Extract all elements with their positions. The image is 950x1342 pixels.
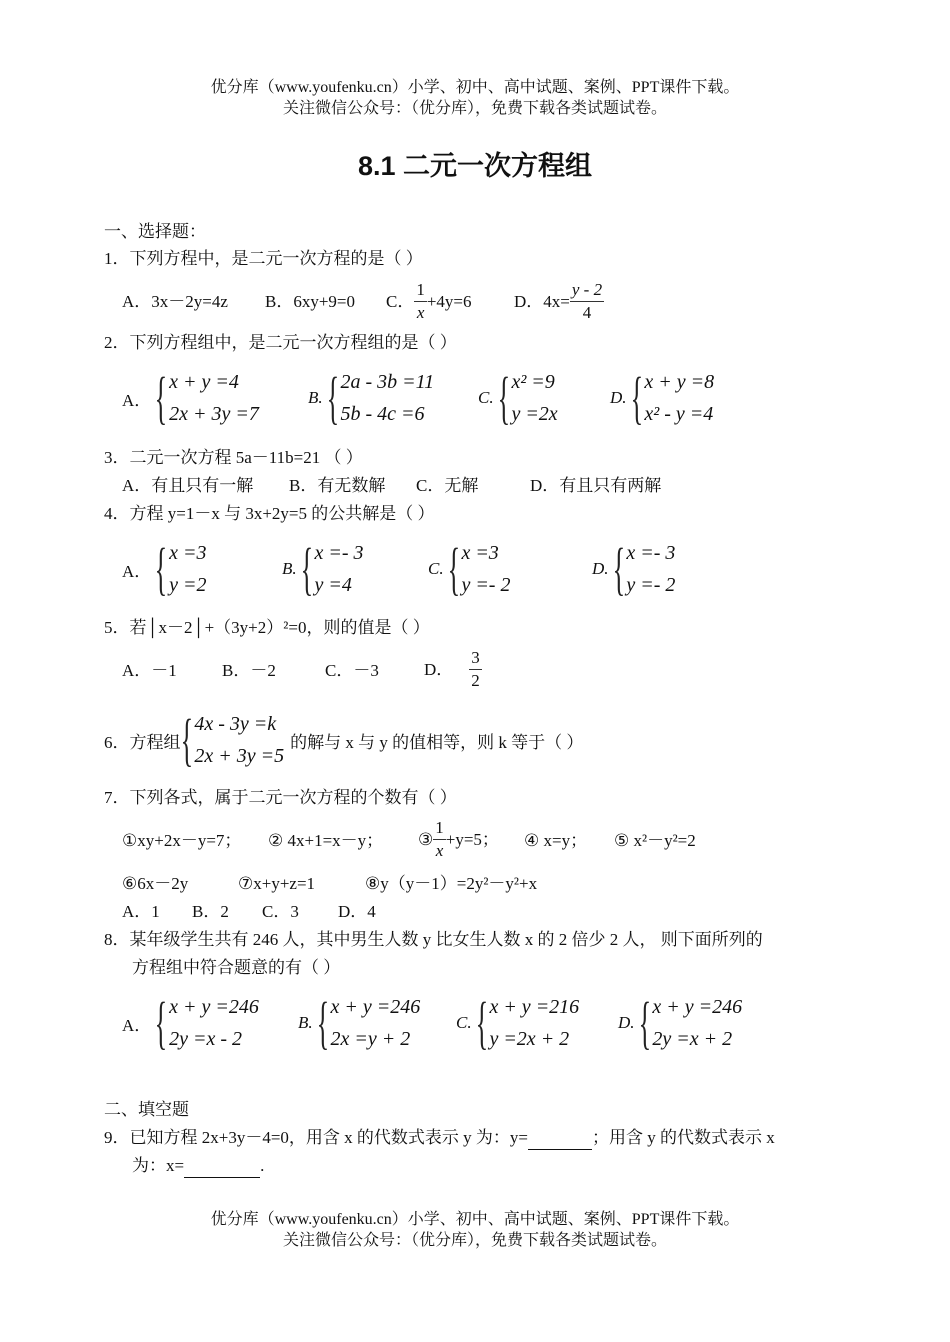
q4-a-eq1: x =3: [169, 542, 207, 564]
q5-option-b: B．－2: [222, 661, 276, 680]
q2-d-eq1: x + y =8: [644, 371, 715, 393]
q7-item-3-tail: +y=5；: [445, 829, 499, 849]
q4-option-d: [592, 537, 675, 601]
q2-option-a: [122, 366, 259, 430]
q8-option-d: [618, 991, 742, 1055]
q9-part4: .: [260, 1156, 265, 1175]
q7-option-a: A．1: [122, 902, 160, 921]
q2-option-a-label: A．: [122, 390, 152, 410]
q1-option-d-fraction: [570, 279, 604, 324]
section-fill-heading: 二、填空题: [104, 1100, 189, 1119]
header-line-2: 关注微信公众号：（优分库），免费下载各类试题试卷。: [282, 100, 667, 117]
q7-stem: 7．下列各式，属于二元一次方程的个数有（ ）: [104, 788, 457, 807]
q4-b-eq2: y =4: [314, 574, 352, 596]
q7-item-6: ⑥6x－2y: [122, 874, 189, 893]
q2-option-c-label: C.: [478, 388, 494, 407]
q8-c-eq2: y =2x + 2: [489, 1028, 570, 1050]
q7-option-b: B．2: [192, 902, 229, 921]
q1-option-d-denominator: 4: [582, 303, 592, 322]
q2-a-eq1: x + y =4: [169, 371, 239, 393]
q6-label: 6．方程组: [104, 732, 181, 752]
q2-option-b: [308, 366, 434, 430]
q8-option-c: [456, 991, 579, 1055]
q7-item-4: ④ x=y；: [524, 831, 588, 850]
q5-option-d-denominator: 2: [471, 671, 480, 690]
q6-eq1: 4x - 3y =k: [194, 713, 277, 735]
q5-option-c: C．－3: [325, 661, 379, 680]
left-brace-icon: {: [154, 536, 168, 601]
q8-option-a-label: A．: [122, 1015, 152, 1035]
left-brace-icon: {: [316, 990, 329, 1055]
q1-stem: 1．下列方程中，是二元一次方程的是（ ）: [104, 249, 423, 268]
left-brace-icon: {: [300, 536, 313, 601]
q7-item-3-fraction: [433, 817, 446, 862]
left-brace-icon: {: [612, 536, 625, 601]
q3-option-a: A．有且只有一解: [122, 476, 254, 495]
q1-option-c-denominator: x: [416, 303, 425, 322]
q7-item-2: ② 4x+1=x－y；: [268, 831, 384, 850]
left-brace-icon: {: [475, 990, 488, 1055]
q7-item-3: [418, 817, 499, 862]
q4-b-eq1: x =- 3: [314, 542, 364, 564]
q7-item-3-label: ③: [418, 829, 434, 849]
left-brace-icon: {: [180, 707, 193, 772]
q4-option-a-label: A．: [122, 561, 152, 581]
q1-option-c-label: C．: [386, 291, 415, 311]
q8-a-eq1: x + y =246: [169, 996, 259, 1018]
q2-c-eq1: x² =9: [511, 371, 555, 393]
q9-line2: [132, 1155, 264, 1178]
q5-option-d-fraction: [469, 647, 482, 692]
footer-line-1: 优分库（www.youfenku.cn）小学、初中、高中试题、案例、PPT课件下载。: [210, 1211, 740, 1228]
q8-option-d-label: D.: [618, 1013, 635, 1032]
q3-stem: 3．二元一次方程 5a－11b=21 （ ）: [104, 448, 363, 467]
q8-b-eq1: x + y =246: [330, 996, 421, 1018]
q4-d-eq2: y =- 2: [626, 574, 676, 596]
left-brace-icon: {: [326, 365, 339, 430]
q8-option-c-label: C.: [456, 1013, 472, 1032]
q6-stem: [104, 708, 587, 772]
q3-option-c: C．无解: [416, 476, 479, 495]
q4-d-eq1: x =- 3: [626, 542, 676, 564]
q8-b-eq2: 2x =y + 2: [330, 1028, 411, 1050]
q2-a-eq2: 2x + 3y =7: [169, 403, 259, 425]
q2-b-eq2: 5b - 4c =6: [340, 403, 425, 425]
q4-option-a: [122, 537, 207, 601]
q4-option-b-label: B.: [282, 559, 297, 578]
q7-item-5: ⑤ x²－y²=2: [614, 831, 696, 850]
q9-y-blank[interactable]: [528, 1127, 592, 1150]
q6-eq2: 2x + 3y =5: [194, 745, 285, 767]
q8-c-eq1: x + y =216: [489, 996, 580, 1018]
left-brace-icon: {: [497, 365, 510, 430]
q4-option-d-label: D.: [592, 559, 609, 578]
q4-c-eq2: y =- 2: [461, 574, 511, 596]
q6-tail: 的解与 x 与 y 的值相等，则 k 等于（ ）: [290, 732, 584, 752]
q9-part3: 为：x=: [132, 1156, 185, 1175]
q9-part1: 9．已知方程 2x+3y－4=0，用含 x 的代数式表示 y 为：y=: [104, 1128, 529, 1147]
q3-option-b: B．有无数解: [289, 476, 386, 495]
q4-option-c: [428, 537, 510, 601]
left-brace-icon: {: [630, 365, 643, 430]
q5-stem: 5．若│x－2│+（3y+2）²=0，则的值是（ ）: [104, 618, 430, 637]
q2-b-eq1: 2a - 3b =11: [340, 371, 435, 393]
left-brace-icon: {: [154, 990, 168, 1055]
q2-option-d: [610, 366, 714, 430]
q1-option-a: A．3x－2y=4z: [122, 292, 228, 311]
q1-option-d-label: D．4x=: [514, 291, 570, 311]
q7-option-c: C．3: [262, 902, 299, 921]
q1-option-c-numerator: 1: [414, 279, 427, 302]
left-brace-icon: {: [154, 365, 168, 430]
q5-option-a: A．－1: [122, 661, 177, 680]
q4-c-eq1: x =3: [461, 542, 499, 564]
q2-option-b-label: B.: [308, 388, 323, 407]
q2-d-eq2: x² - y =4: [644, 403, 714, 425]
q8-stem-line1: 8．某年级学生共有 246 人，其中男生人数 y 比女生人数 x 的 2 倍少 2 人， 则下面所列的: [104, 930, 763, 949]
q1-option-c: [386, 279, 472, 324]
q2-option-c: [478, 366, 558, 430]
q7-item-1: ①xy+2x－y=7；: [122, 831, 242, 850]
q4-option-b: [282, 537, 364, 601]
q1-option-c-fraction: [414, 279, 427, 324]
q8-a-eq2: 2y =x - 2: [169, 1028, 243, 1050]
q5-option-d-numerator: 3: [469, 647, 482, 670]
q4-a-eq2: y =2: [169, 574, 207, 596]
q8-d-eq2: 2y =x + 2: [652, 1028, 733, 1050]
q2-option-d-label: D.: [610, 388, 627, 407]
q2-c-eq2: y =2x: [511, 403, 558, 425]
page-title: 8.1 二元一次方程组: [357, 151, 593, 181]
q5-option-d-label: D．: [424, 659, 454, 679]
q1-option-d: [514, 279, 604, 324]
q7-item-8: ⑧y（y－1）=2y²－y²+x: [365, 874, 538, 893]
section-choice-heading: 一、选择题：: [104, 222, 206, 241]
q7-item-3-numerator: 1: [433, 817, 446, 840]
q1-option-c-tail: +4y=6: [426, 291, 472, 311]
q7-item-7: ⑦x+y+z=1: [238, 874, 316, 893]
q8-option-b-label: B.: [298, 1013, 313, 1032]
q1-option-b: B．6xy+9=0: [265, 292, 356, 311]
q2-stem: 2．下列方程组中，是二元一次方程组的是（ ）: [104, 333, 457, 352]
q9-x-blank[interactable]: [184, 1155, 260, 1178]
q8-option-a: [122, 991, 259, 1055]
left-brace-icon: {: [638, 990, 651, 1055]
q9-line1: [104, 1127, 775, 1150]
q4-stem: 4．方程 y=1－x 与 3x+2y=5 的公共解是（ ）: [104, 504, 435, 523]
q7-item-3-denominator: x: [435, 841, 444, 860]
footer-line-2: 关注微信公众号：（优分库），免费下载各类试题试卷。: [282, 1232, 667, 1249]
header-line-1: 优分库（www.youfenku.cn）小学、初中、高中试题、案例、PPT课件下载。: [210, 79, 740, 96]
q9-part2: ；用含 y 的代数式表示 x: [592, 1128, 775, 1147]
q4-option-c-label: C.: [428, 559, 444, 578]
q1-option-d-numerator: y - 2: [570, 279, 604, 302]
q5-option-d: [424, 647, 482, 692]
q3-option-d: D．有且只有两解: [530, 476, 662, 495]
q8-option-b: [298, 991, 420, 1055]
left-brace-icon: {: [447, 536, 460, 601]
q8-stem-line2: 方程组中符合题意的有（ ）: [132, 958, 341, 977]
q7-option-d: D．4: [338, 902, 376, 921]
q8-d-eq1: x + y =246: [652, 996, 743, 1018]
